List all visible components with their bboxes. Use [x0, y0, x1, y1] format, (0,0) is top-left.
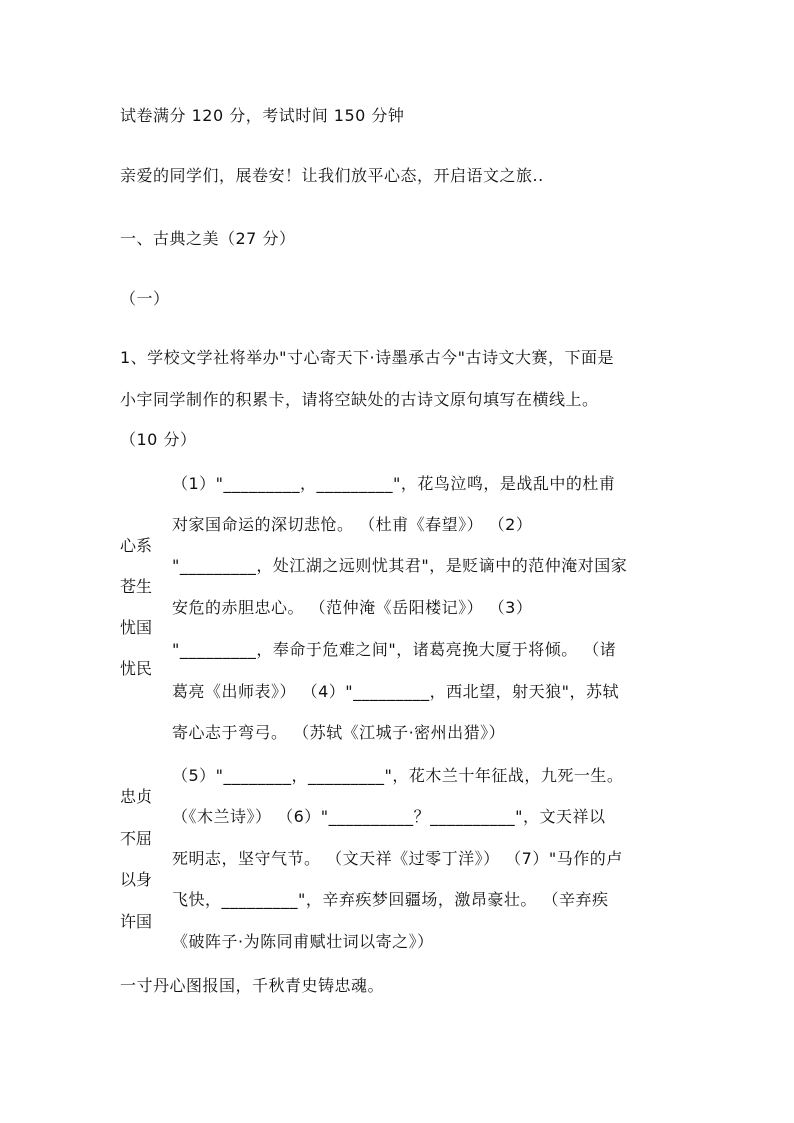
card-group-2-line: 死明志，坚守气节。 （文天祥《过零丁洋》） （7）"马作的卢	[172, 849, 623, 868]
card-label-char: 苍生	[120, 577, 153, 596]
card-label-group-2	[120, 787, 164, 953]
card-group-1-line: （1）"_________，_________"，花鸟泣鸣，是战乱中的杜甫	[172, 474, 616, 493]
card-label-char: 忠贞	[120, 787, 153, 806]
question-1-line-2: 小宇同学制作的积累卡，请将空缺处的古诗文原句填写在横线上。	[120, 390, 599, 409]
card-label-char: 忧国	[120, 618, 153, 637]
card-label-char: 心系	[120, 536, 153, 555]
card-group-1-line: 葛亮《出师表》） （4）"_________，西北望，射天狼"，苏轼	[172, 682, 619, 701]
card-group-2-line: （《木兰诗》） （6）"__________？__________"，文天祥以	[172, 807, 606, 826]
card-group-1-line: 对家国命运的深切悲怆。 （杜甫《春望》） （2）	[172, 515, 533, 534]
card-label-char: 忧民	[120, 659, 153, 678]
question-1-score: （10 分）	[120, 430, 197, 449]
card-label-char: 以身	[120, 870, 153, 889]
card-group-2-line: 飞快，_________"，辛弃疾梦回疆场，激昂豪壮。 （辛弃疾	[172, 890, 609, 909]
card-group-2-line: （5）"________，_________"，花木兰十年征战，九死一生。	[172, 766, 624, 785]
section-title: 一、古典之美（27 分）	[120, 229, 296, 248]
section-subtitle: （一）	[120, 289, 170, 308]
card-label-char: 许国	[120, 911, 153, 931]
card-group-1-line: "_________，处江湖之远则忧其君"，是贬谪中的范仲淹对国家	[172, 556, 628, 575]
greeting: 亲爱的同学们，展卷安！让我们放平心态，开启语文之旅..	[120, 166, 544, 185]
exam-score-time: 试卷满分 120 分，考试时间 150 分钟	[120, 106, 405, 125]
card-footer: 一寸丹心图报国，千秋青史铸忠魂。	[120, 976, 385, 995]
card-label-char: 不屈	[120, 828, 153, 848]
question-1-line-1: 1、学校文学社将举办"寸心寄天下·诗墨承古今"古诗文大赛，下面是	[120, 348, 614, 367]
card-label-group-1	[120, 536, 164, 700]
card-group-1-line: 安危的赤胆忠心。 （范仲淹《岳阳楼记》） （3）	[172, 598, 533, 617]
card-group-1-line: 寄心志于弯弓。 （苏轼《江城子·密州出猎》）	[172, 723, 506, 742]
card-group-2-line: 《破阵子·为陈同甫赋壮词以寄之》）	[172, 932, 434, 951]
card-group-1-line: "_________，奉命于危难之间"，诸葛亮挽大厦于将倾。 （诸	[172, 640, 617, 659]
